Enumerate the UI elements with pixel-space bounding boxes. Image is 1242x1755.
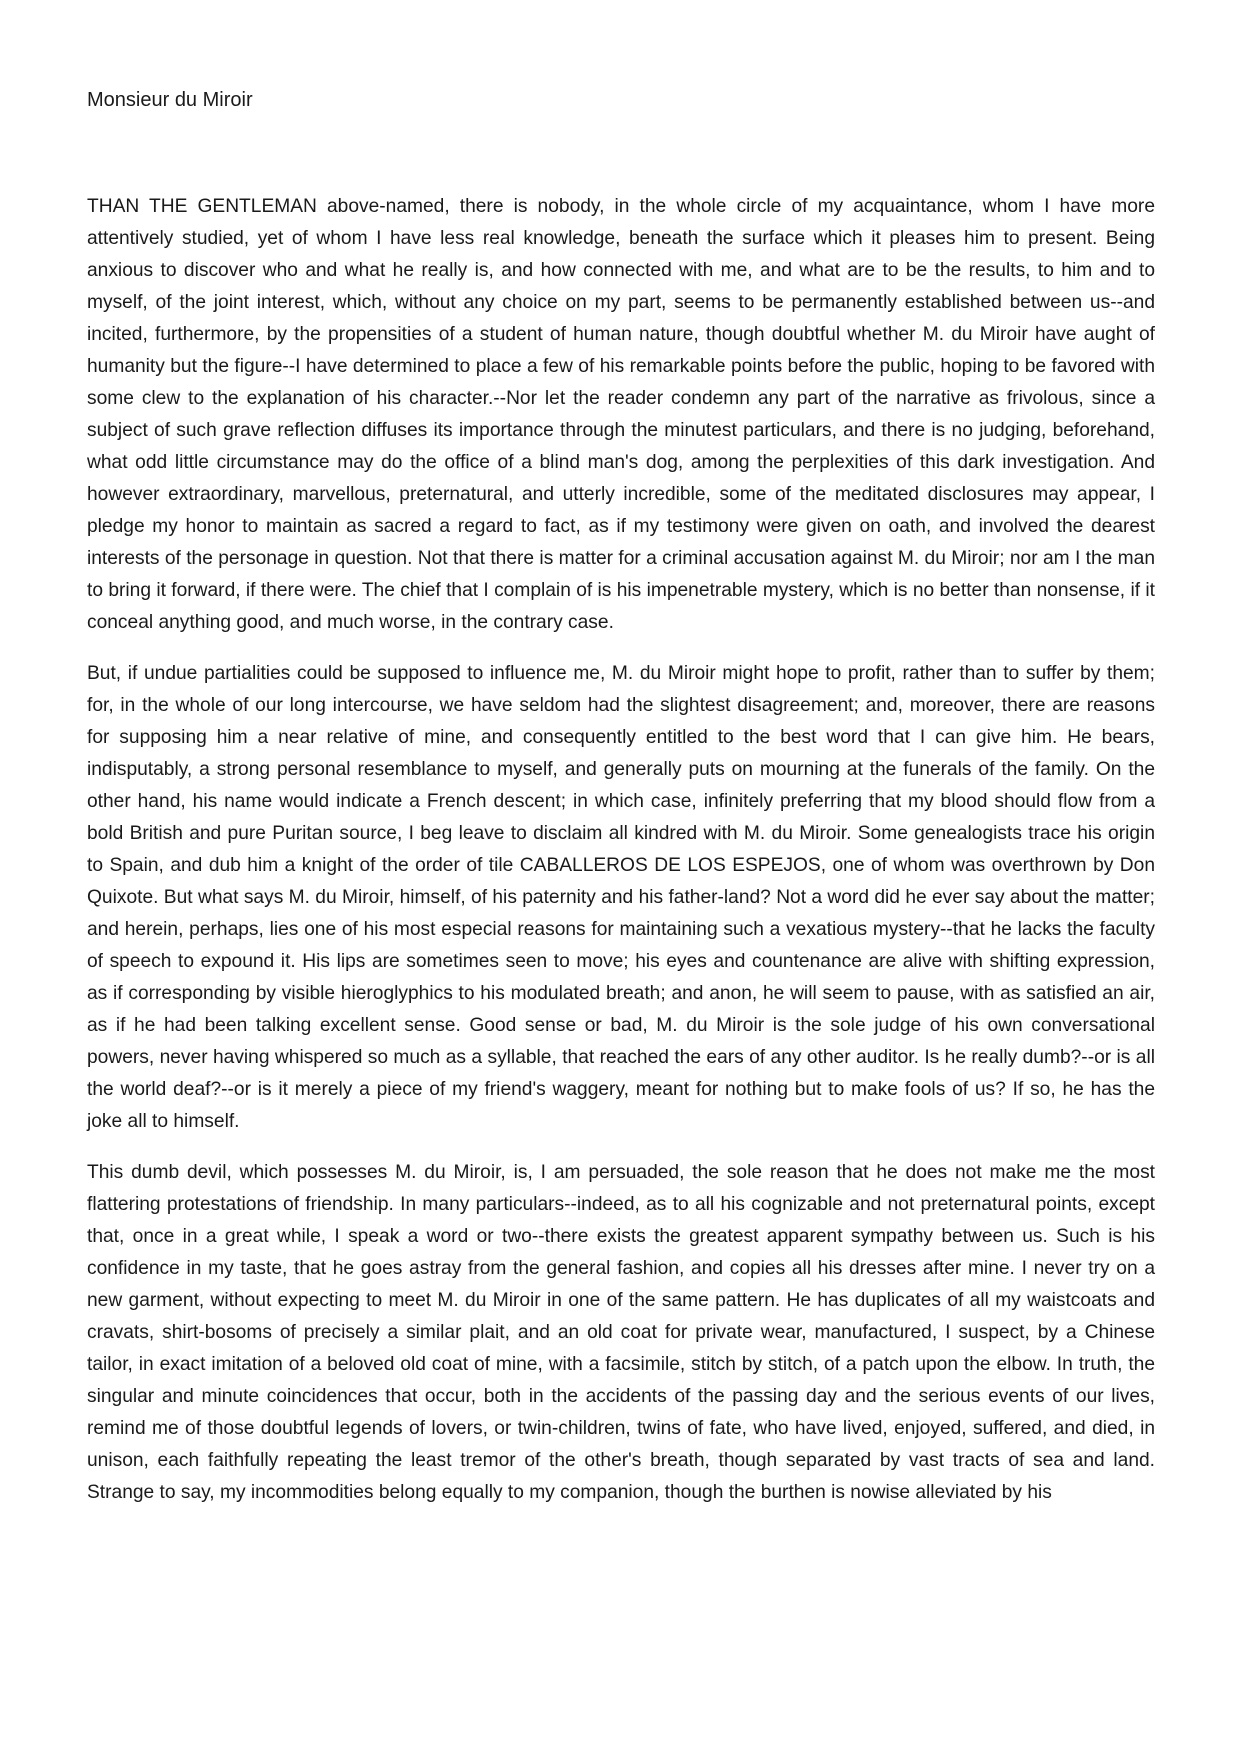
document-body: [87, 191, 1155, 1528]
paragraph-3: This dumb devil, which possesses M. du Miroir, is, I am persuaded, the sole reason that he does not make me the most flattering protestations of friendship. In many particulars--indeed, as to all his cognizable and not preternatural points, except that, once in a great while, I speak a word or two--there exists the greatest apparent sympathy between us. Such is his confidence in my taste, that he goes astray from the general fashion, and copies all his dresses after mine. I never try on a new garment, without expecting to meet M. du Miroir in one of the same pattern. He has duplicates of all my waistcoats and cravats, shirt-bosoms of precisely a similar plait, and an old coat for private wear, manufactured, I suspect, by a Chinese tailor, in exact imitation of a beloved old coat of mine, with a facsimile, stitch by stitch, of a patch upon the elbow. In truth, the singular and minute coincidences that occur, both in the accidents of the passing day and the serious events of our lives, remind me of those doubtful legends of lovers, or twin-children, twins of fate, who have lived, enjoyed, suffered, and died, in unison, each faithfully repeating the least tremor of the other's breath, though separated by vast tracts of sea and land. Strange to say, my incommodities belong equally to my companion, though the burthen is nowise alleviated by his: [87, 1162, 1155, 1503]
paragraph-1: THAN THE GENTLEMAN above-named, there is nobody, in the whole circle of my acquaintance, whom I have more attentively studied, yet of whom I have less real knowledge, beneath the surface which it pleases him to present. Being anxious to discover who and what he really is, and how connected with me, and what are to be the results, to him and to myself, of the joint interest, which, without any choice on my part, seems to be permanently established between us--and incited, furthermore, by the propensities of a student of human nature, though doubtful whether M. du Miroir have aught of humanity but the figure--I have determined to place a few of his remarkable points before the public, hoping to be favored with some clew to the explanation of his character.--Nor let the reader condemn any part of the narrative as frivolous, since a subject of such grave reflection diffuses its importance through the minutest particulars, and there is no judging, beforehand, what odd little circumstance may do the office of a blind man's dog, among the perplexities of this dark investigation. And however extraordinary, marvellous, preternatural, and utterly incredible, some of the meditated disclosures may appear, I pledge my honor to maintain as sacred a regard to fact, as if my testimony were given on oath, and involved the dearest interests of the personage in question. Not that there is matter for a criminal accusation against M. du Miroir; nor am I the man to bring it forward, if there were. The chief that I complain of is his impenetrable mystery, which is no better than nonsense, if it conceal anything good, and much worse, in the contrary case.: [87, 196, 1155, 633]
paragraph-2: But, if undue partialities could be supposed to influence me, M. du Miroir might hope to profit, rather than to suffer by them; for, in the whole of our long intercourse, we have seldom had the slightest disagreement; and, moreover, there are reasons for supposing him a near relative of mine, and consequently entitled to the best word that I can give him. He bears, indisputably, a strong personal resemblance to myself, and generally puts on mourning at the funerals of the family. On the other hand, his name would indicate a French descent; in which case, infinitely preferring that my blood should flow from a bold British and pure Puritan source, I beg leave to disclaim all kindred with M. du Miroir. Some genealogists trace his origin to Spain, and dub him a knight of the order of tile CABALLEROS DE LOS ESPEJOS, one of whom was overthrown by Don Quixote. But what says M. du Miroir, himself, of his paternity and his father-land? Not a word did he ever say about the matter; and herein, perhaps, lies one of his most especial reasons for maintaining such a vexatious mystery--that he lacks the faculty of speech to expound it. His lips are sometimes seen to move; his eyes and countenance are alive with shifting expression, as if corresponding by visible hieroglyphics to his modulated breath; and anon, he will seem to pause, with as satisfied an air, as if he had been talking excellent sense. Good sense or bad, M. du Miroir is the sole judge of his own conversational powers, never having whispered so much as a syllable, that reached the ears of any other auditor. Is he really dumb?--or is all the world deaf?--or is it merely a piece of my friend's waggery, meant for nothing but to make fools of us? If so, he has the joke all to himself.: [87, 663, 1155, 1132]
document-title: Monsieur du Miroir: [87, 89, 253, 111]
